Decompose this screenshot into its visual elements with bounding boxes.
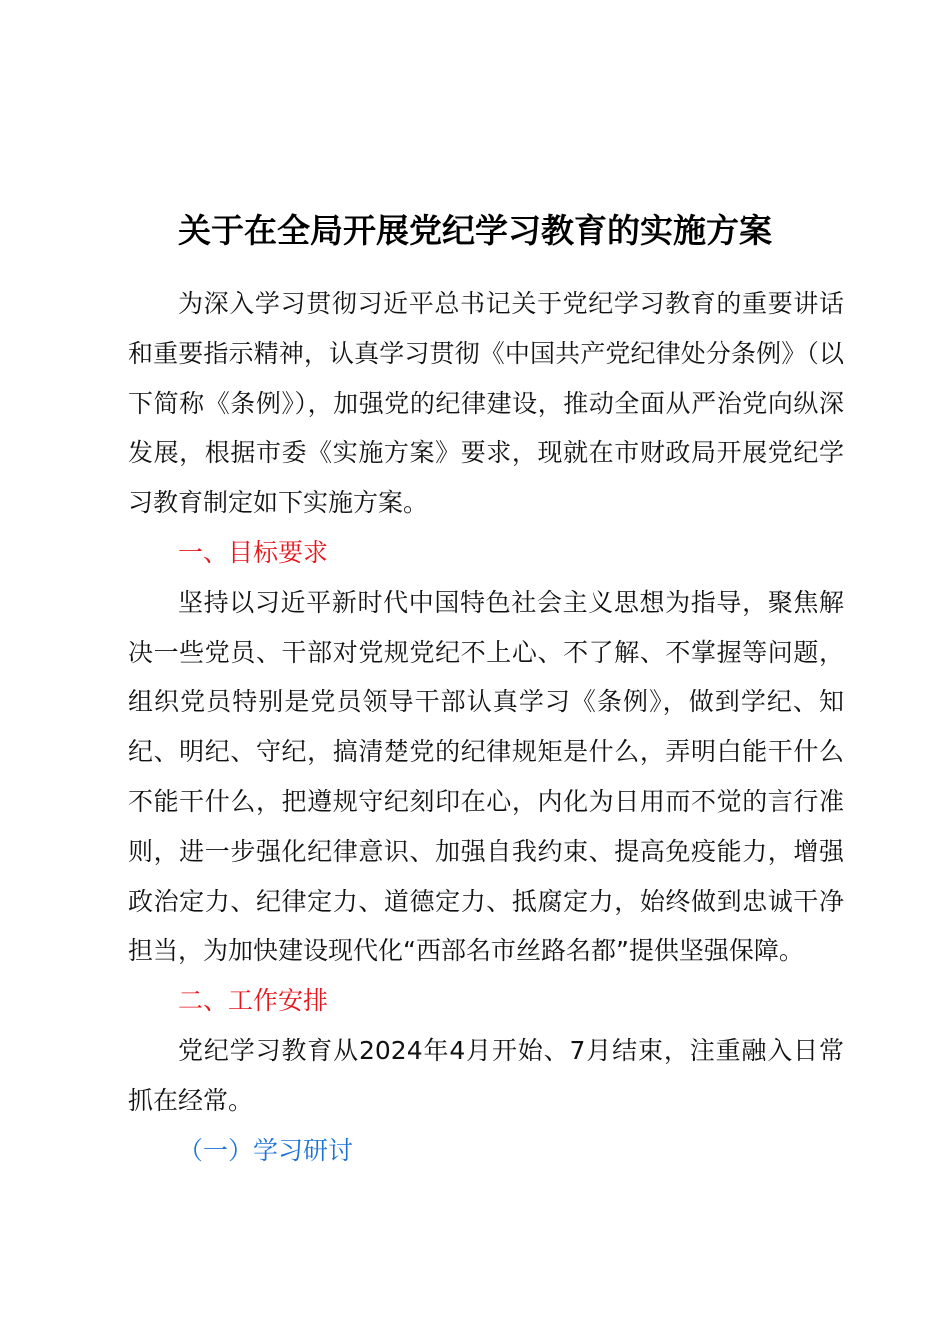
document-body: [128, 279, 844, 1175]
section-arrangement-paragraph: 党纪学习教育从2024年4月开始、7月结束，注重融入日常抓在经常。: [128, 1035, 844, 1115]
intro-paragraph: 为深入学习贯彻习近平总书记关于党纪学习教育的重要讲话和重要指示精神，认真学习贯彻《中国共产党纪律处分条例》（以下简称《条例》），加强党的纪律建设，推动全面从严治党向纵深发展，根据市委《实施方案》要求，现就在市财政局开展党纪学习教育制定如下实施方案。: [128, 289, 844, 518]
section-heading-goals: 一、目标要求: [178, 537, 329, 567]
document-title: 关于在全局开展党纪学习教育的实施方案: [178, 211, 772, 250]
subsection-heading-study: （一）学习研讨: [178, 1135, 354, 1165]
section-heading-arrangement: 二、工作安排: [178, 986, 329, 1016]
section-goals-paragraph: 坚持以习近平新时代中国特色社会主义思想为指导，聚焦解决一些党员、干部对党规党纪不上心、不了解、不掌握等问题，组织党员特别是党员领导干部认真学习《条例》，做到学纪、知纪、明纪、守纪，搞清楚党的纪律规矩是什么，弄明白能干什么不能干什么，把遵规守纪刻印在心，内化为日用而不觉的言行准则，进一步强化纪律意识、加强自我约束、提高免疫能力，增强政治定力、纪律定力、道德定力、抵腐定力，始终做到忠诚干净担当，为加快建设现代化“西部名市丝路名都”提供坚强保障。: [128, 587, 844, 966]
